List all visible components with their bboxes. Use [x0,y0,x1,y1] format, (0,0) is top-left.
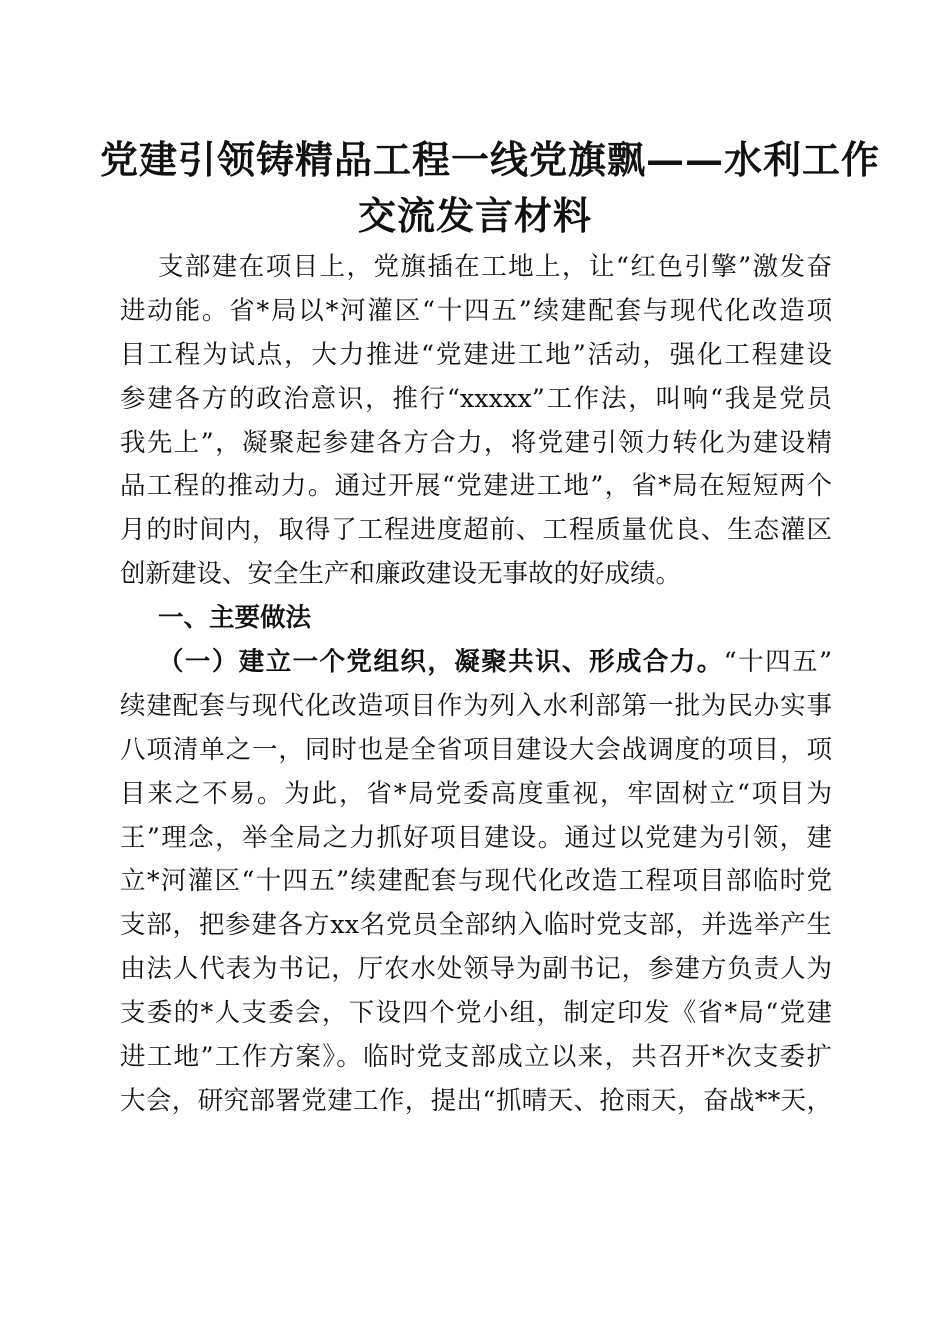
paragraph-2-line: 由法人代表为书记，厅农水处领导为副书记，参建方负责人为 [120,954,832,985]
paragraph-1-line: 支部建在项目上，党旗插在工地上，让“红色引擎”激发奋 [158,252,832,282]
paragraph-2-line: 八项清单之一，同时也是全省项目建设大会战调度的项目，项 [120,734,832,765]
subsection-heading: （一）建立一个党组织，凝聚共识、形成合力。 [158,647,724,678]
paragraph-1-line: 品工程的推动力。通过开展“党建进工地”，省*局在短短两个 [120,471,832,502]
title-line-1: 党建引领铸精品工程一线党旗飘——水利工作 [100,137,881,182]
title-line-2: 交流发言材料 [357,193,592,238]
paragraph-2-line: 目来之不易。为此，省*局党委高度重视，牢固树立“项目为 [120,778,832,809]
section-heading: 一、主要做法 [158,603,312,634]
paragraph-1-line: 进动能。省*局以*河灌区“十四五”续建配套与现代化改造项 [120,295,832,326]
paragraph-2-line: 立*河灌区“十四五”续建配套与现代化改造工程项目部临时党 [120,866,832,897]
paragraph-2-line: 续建配套与现代化改造项目作为列入水利部第一批为民办实事 [120,690,832,721]
paragraph-2-line: 进工地”工作方案》。临时党支部成立以来，共召开*次支委扩 [120,1042,832,1073]
subsection-lead-line [120,641,832,685]
paragraph-1-line: 月的时间内，取得了工程进度超前、工程质量优良、生态灌区 [120,515,832,546]
paragraph-1-line: 目工程为试点，大力推进“党建进工地”活动，强化工程建设 [120,339,832,370]
document-title [100,132,881,244]
paragraph-2-line: 支委的*人支委会，下设四个党小组，制定印发《省*局“党建 [120,998,832,1029]
paragraph-1-line: 参建各方的政治意识，推行“xxxxx”工作法，叫响“我是党员 [120,383,832,414]
paragraph-2-line: 大会，研究部署党建工作，提出“抓晴天、抢雨天，奋战**天， [120,1085,832,1116]
paragraph-1-line: 创新建设、安全生产和廉政建设无事故的好成绩。 [120,559,682,590]
paragraph-2-line: 王”理念，举全局之力抓好项目建设。通过以党建为引领，建 [120,822,832,853]
paragraph-1-line: 我先上”，凝聚起参建各方合力，将党建引领力转化为建设精 [120,427,832,458]
document-body [120,246,832,1124]
paragraph-2-line: 支部，把参建各方xx名党员全部纳入临时党支部，并选举产生 [120,910,832,941]
subsection-lead-tail: “十四五” [723,647,832,678]
